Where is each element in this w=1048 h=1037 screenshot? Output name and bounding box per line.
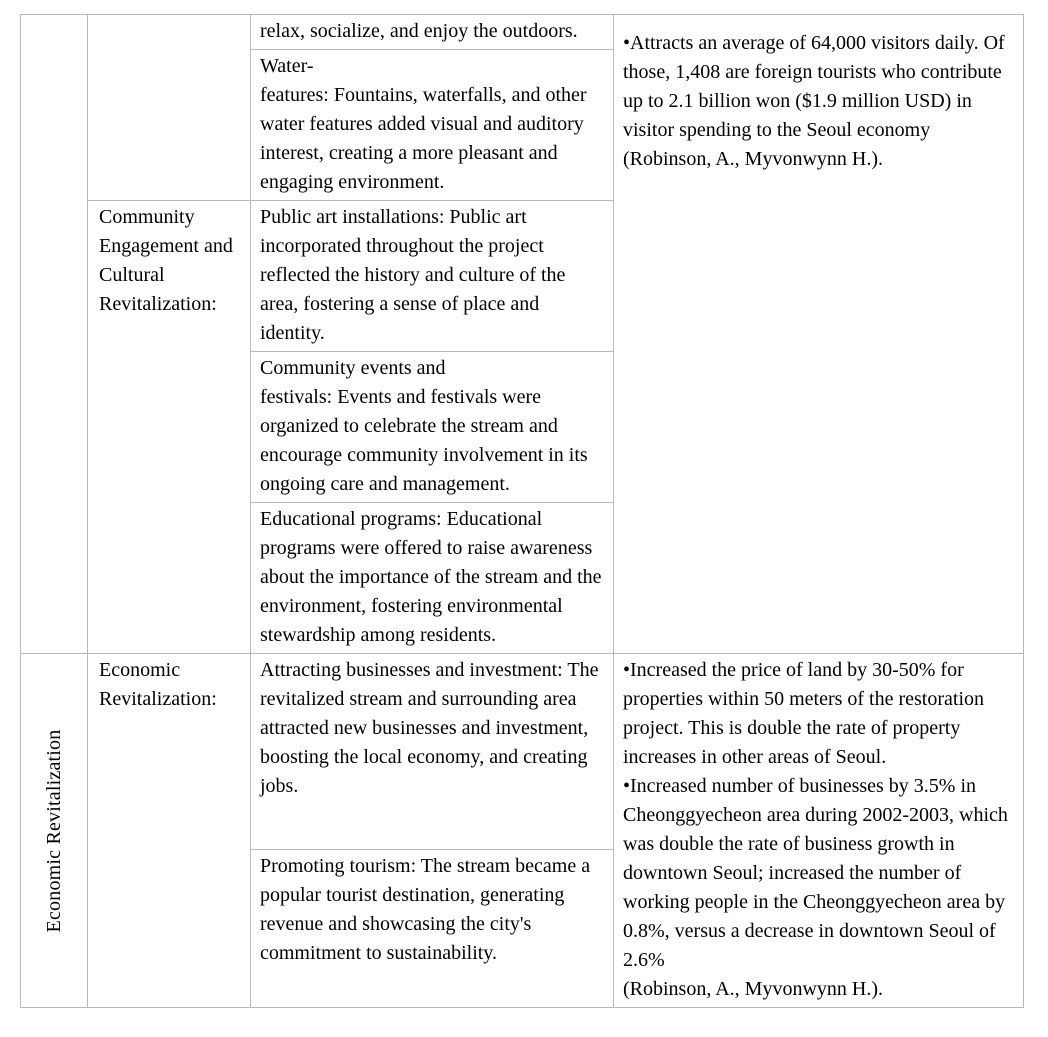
detail-text: Water- features: Fountains, waterfalls, and other water features added visual and auditory interest, creating a more pleasant and engaging environment.: [260, 55, 587, 193]
detail-text: Attracting businesses and investment: The revitalized stream and surrounding area attracted new businesses and investment, boosting the local economy, and creating jobs.: [260, 659, 599, 797]
detail-cell: [251, 849, 614, 1007]
outcome-bullet-land-price: •Increased the price of land by 30-50% for properties within 50 meters of the restoration project. This is double the rate of property increases in other areas of Seoul.: [623, 659, 985, 768]
section-label-cell-economic: [21, 654, 88, 1008]
outcome-cell-economic: [614, 654, 1024, 1008]
outcome-text-block: [614, 15, 1023, 177]
outcomes-table: [20, 14, 1024, 1008]
detail-text: Promoting tourism: The stream became a popular tourist destination, generating revenue and showcasing the city's commitment to sustainability.: [260, 854, 591, 964]
subsection-label-cell-economic: [88, 654, 251, 1008]
subsection-label: Community Engagement and Cultural Revitalization:: [99, 206, 233, 315]
table-row: [21, 15, 1024, 50]
outcome-paragraph: •Attracts an average of 64,000 visitors daily. Of those, 1,408 are foreign tourists who contribute up to 2.1 billion won ($1.9 million USD) in visitor spending to the Seoul economy: [623, 32, 1005, 141]
detail-text: relax, socialize, and enjoy the outdoors.: [260, 20, 578, 42]
outcome-citation: (Robinson, A., Myvonwynn H.).: [623, 148, 884, 170]
section-label-cell-community: [21, 15, 88, 654]
outcome-bullet-businesses: •Increased number of businesses by 3.5% in Cheonggyecheon area during 2002-2003, which was double the rate of business growth in downtown Seoul; increased the number of working people in the Cheonggyecheon area by 0.8%, versus a decrease in downtown Seoul of 2.6%: [623, 775, 1008, 971]
table-row: [21, 654, 1024, 850]
outcome-cell-community: [614, 15, 1024, 654]
detail-cell: [251, 15, 614, 50]
subsection-label: [88, 15, 250, 20]
subsection-label: Economic Revitalization:: [99, 659, 217, 710]
subsection-label-cell-community-engagement: [88, 201, 251, 654]
detail-text: Public art installations: Public art incorporated throughout the project reflected the history and culture of the area, fostering a sense of place and identity.: [260, 206, 566, 344]
outcome-citation: (Robinson, A., Myvonwynn H.).: [623, 978, 884, 1000]
detail-cell: [251, 503, 614, 654]
outcome-text-block: [614, 654, 1023, 1007]
detail-text: Educational programs: Educational programs were offered to raise awareness about the importance of the stream and the environment, fostering environmental stewardship among residents.: [260, 508, 602, 646]
detail-cell: [251, 352, 614, 503]
detail-cell: [251, 201, 614, 352]
section-rotated-label: Economic Revitalization: [43, 729, 65, 932]
detail-cell: [251, 50, 614, 201]
detail-text: Community events and festivals: Events and festivals were organized to celebrate the stream and encourage community involvement in its ongoing care and management.: [260, 357, 588, 495]
detail-cell: [251, 654, 614, 850]
subsection-label-cell-blank: [88, 15, 251, 201]
